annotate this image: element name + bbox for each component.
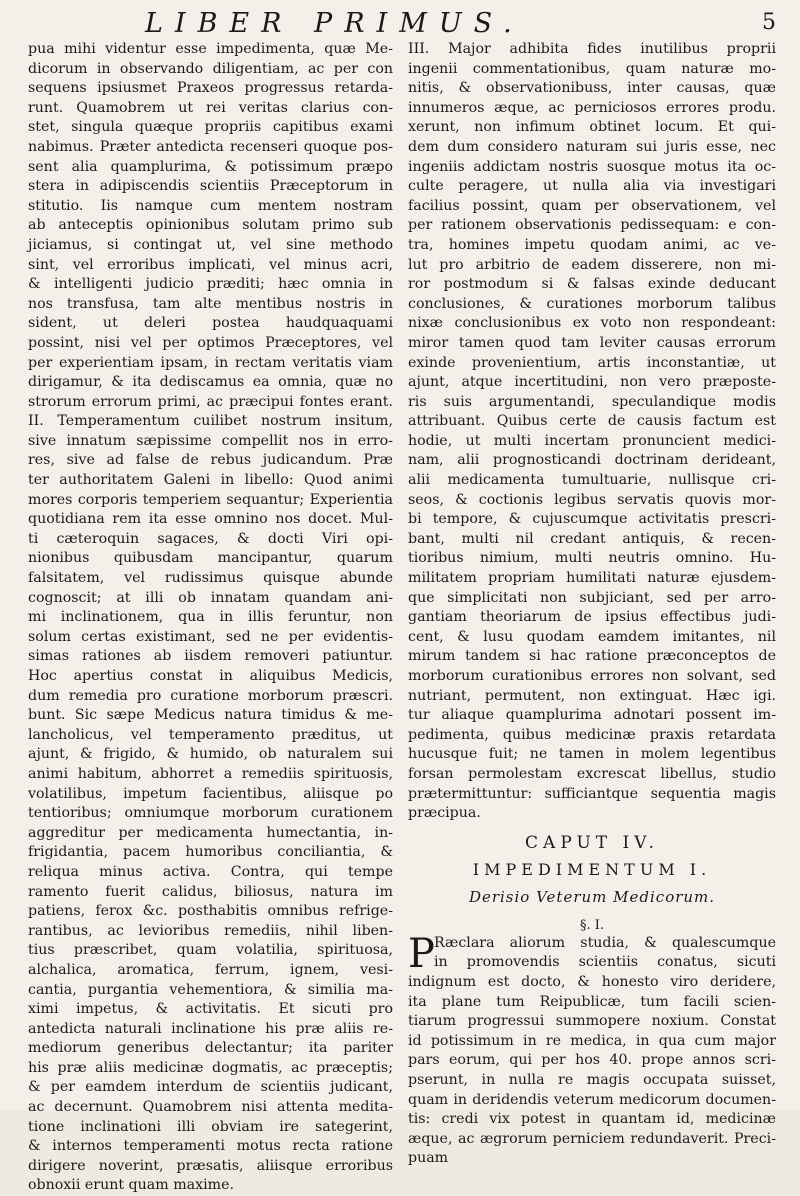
text-line: stitutio. Iis namque cum mentem nostram <box>28 197 393 214</box>
text-line: puam <box>408 1150 449 1167</box>
text-line: mi inclinationem, qua in illis feruntur, non <box>28 609 393 626</box>
text-line: seos, & coctionis legibus servatis quovis mor- <box>408 491 776 508</box>
text-line: quam in deridendis veterum medicorum documen- <box>408 1091 776 1108</box>
text-line: nixæ conclusionibus ex voto non respondeant: <box>408 315 776 332</box>
text-line: id potissimum in re medica, in qua cum major <box>408 1032 776 1049</box>
text-line: xerunt, non infimum obtinet locum. Et qui- <box>408 119 776 136</box>
drop-cap: P <box>408 930 435 977</box>
text-line: & per eamdem interdum de scientiis judicant, <box>28 1079 393 1096</box>
text-line: gantiam theoriarum de ipsius effectibus judi- <box>408 609 776 626</box>
text-line: frigidantia, pacem humoribus conciliantia, & <box>28 844 393 861</box>
text-line: nutriant, permutent, non extinguat. Hæc igi. <box>408 687 776 704</box>
text-line: falsitatem, vel rudissimus quisque abunde <box>28 570 393 587</box>
chapter-title: IMPEDIMENTUM I. <box>472 859 712 879</box>
text-line: res, sive ad false de rebus judicandum. Præ <box>28 452 393 469</box>
text-line: reliqua minus activa. Contra, qui tempe <box>28 863 393 880</box>
text-line: nabimus. Præter antedicta recenseri quoque pos- <box>28 138 393 155</box>
text-line: dum remedia pro curatione morborum præscri. <box>28 687 393 704</box>
text-line: sent alia quamplurima, & potissimum præpo <box>28 158 393 175</box>
text-line: ris suis argumentandi, speculandique modis <box>408 393 776 410</box>
text-line: miror tamen quod tam leviter causas errorum <box>408 334 776 351</box>
text-line: alchalica, aromatica, ferrum, ignem, vesi- <box>28 961 393 978</box>
text-line: tione inclinationi illi obviam ire sategerint, <box>28 1118 393 1135</box>
text-line: ramento fuerit calidus, biliosus, natura im <box>28 883 393 900</box>
text-line: stet, singula quæque propriis capitibus exami <box>28 119 393 136</box>
text-line: stera in adipiscendis scientiis Præceptorum in <box>28 178 393 195</box>
text-line: ajunt, & frigido, & humido, ob naturalem sui <box>28 746 393 763</box>
text-line: nam, alii prognosticandi doctrinam derideant, <box>408 452 776 469</box>
text-line: cantia, purgantia vehementiora, & similia ma- <box>28 981 393 998</box>
text-line: forsan permolestam excrescat libellus, studio <box>408 765 776 782</box>
text-line: Hoc apertius constat in aliquibus Medicis, <box>28 668 393 684</box>
page-number: 5 <box>762 10 776 35</box>
text-line: tioribus nimium, multi neutris omnino. Hu- <box>408 550 776 567</box>
text-line: patiens, ferox &c. posthabitis omnibus refrige- <box>28 903 393 920</box>
text-line: ita plane tum Reipublicæ, tum facili scien- <box>408 993 776 1010</box>
text-line: nionibus quibusdam mancipantur, quarum <box>28 550 393 567</box>
text-line: tiarum progressui summopere noxium. Constat <box>408 1013 776 1030</box>
text-line: tis: credi vix potest in quantam id, medicinæ <box>408 1111 776 1128</box>
text-line: sint, vel erroribus implicati, vel minus acri, <box>28 256 393 273</box>
text-line: bi tempore, & cujuscumque activitatis prescri- <box>408 511 776 528</box>
text-line: pars eorum, qui per hos 40. prope annos scri- <box>408 1052 776 1069</box>
text-line: ab anteceptis opinionibus solutam primo sub <box>28 217 393 234</box>
text-line: cognoscit; at illi ob innatam quandam ani- <box>28 589 393 606</box>
text-line: attribuant. Quibus certe de causis factum est <box>408 413 776 430</box>
text-line: cent, & lusu quodam eamdem imitantes, nil <box>408 628 776 645</box>
text-line: tra, homines impetu quodam animi, ac ve- <box>408 236 776 253</box>
right-column-text <box>408 40 776 824</box>
text-line: jiciamus, si contingat ut, vel sine methodo <box>28 236 393 253</box>
text-line: volatilibus, impetum facientibus, aliisque po <box>28 785 393 802</box>
right-column <box>408 40 776 1169</box>
running-title: LIBER PRIMUS. <box>145 8 524 39</box>
text-line: dem dum considero naturam sui juris esse, nec <box>408 138 776 155</box>
text-line: quotidiana rem ita esse omnino nos docet. Mul- <box>28 511 393 528</box>
text-line: strorum errorum primi, ac præcipui fontes erant. <box>28 393 393 410</box>
text-line: militatem propriam humilitati naturæ ejusdem- <box>408 570 776 587</box>
text-line-content: in promovendis scientiis conatus, sicuti <box>434 954 776 971</box>
text-line: obnoxii erunt quam maxime. <box>28 1177 235 1194</box>
text-line: æque, ac ægrorum perniciem redundaverit. Preci- <box>408 1130 776 1147</box>
text-line: hodie, ut multi incertam pronuncient medici- <box>408 432 776 449</box>
text-line: sequens ipsiusmet Praxeos progressus retarda- <box>28 80 393 97</box>
text-line: solum certas existimant, sed ne per evidentis- <box>28 628 393 645</box>
text-line: dirigamur, & ita dediscamus ea omnia, quæ no <box>28 374 393 391</box>
text-line: dicorum in observando diligentiam, ac per con <box>28 60 393 77</box>
text-line: ximi impetus, & activitatis. Et sicuti pro <box>28 1001 393 1018</box>
text-line: facilius possint, quam per observationem, vel <box>408 197 776 214</box>
text-line: simas rationes ab iisdem removeri patiuntur. <box>28 648 393 665</box>
text-line: culte peragere, ut nulla alia via investigari <box>408 178 776 195</box>
text-line: his præ aliis medicinæ dogmatis, ac præceptis; <box>28 1059 393 1076</box>
text-line: morborum curationibus errores non solvant, sed <box>408 668 776 684</box>
running-header <box>0 6 800 42</box>
text-line-content: Ræclara aliorum studia, & qualescumque <box>434 934 776 951</box>
text-line: rantibus, ac levioribus remediis, nihil liben- <box>28 922 393 939</box>
section-text <box>408 930 776 1169</box>
text-line: prætermittuntur: sufficiantque sequentia magis <box>408 785 776 802</box>
text-line: animi habitum, abhorret a remediis spirituosis, <box>28 765 393 782</box>
text-line: pedimenta, quibus medicinæ praxis retardata <box>408 726 776 743</box>
text-line: & internos temperamenti motus recta ratione <box>28 1138 393 1155</box>
text-line: sident, ut deleri postea haudquaquami <box>28 315 393 332</box>
text-line: conclusiones, & curationes morborum talibus <box>408 295 776 312</box>
text-line: ingenii commentationibus, quam naturæ mo- <box>408 60 776 77</box>
text-line: sive innatum sæpissime compellit nos in erro- <box>28 432 393 449</box>
text-line: per experientiam ipsam, in rectam veritatis viam <box>28 354 393 371</box>
text-line: que simplicitati non subjiciant, sed per arro- <box>408 589 776 606</box>
text-line: ingeniis addictam nostris suosque motus ita oc- <box>408 158 776 175</box>
text-line: bant, multi nil credant antiquis, & recen- <box>408 530 776 547</box>
text-line: aggreditur per medicamenta humectantia, in- <box>28 824 393 841</box>
text-line: nos transfusa, tam alte mentibus nostris in <box>28 295 393 312</box>
text-line: alii medicamenta tumultuarie, nullisque cri- <box>408 472 776 489</box>
text-line: III. Major adhibita fides inutilibus proprii <box>408 41 776 57</box>
section-mark: §. I. <box>579 917 605 933</box>
text-line: tur aliaque quamplurima adnotari possent im- <box>408 707 776 724</box>
text-line: dirigere noverint, præsatis, aliisque erroribus <box>28 1157 393 1174</box>
text-line: runt. Quamobrem ut rei veritas clarius con- <box>28 99 393 116</box>
text-line: pserunt, in nulla re magis occupata suisset, <box>408 1071 776 1088</box>
text-line: II. Temperamentum cuilibet nostrum insitum, <box>28 413 393 430</box>
text-line: exinde provenientium, artis inconstantiæ, ut <box>408 354 776 371</box>
text-line: tentioribus; omniumque morborum curationem <box>28 805 393 822</box>
text-line: lancholicus, vel temperamento præditus, ut <box>28 726 393 743</box>
text-line <box>408 953 776 973</box>
text-line: ter authoritatem Galeni in libello: Quod animi <box>28 472 393 489</box>
chapter-subtitle: Derisio Veterum Medicorum. <box>468 887 716 906</box>
text-line: mirum tandem si hac ratione præconceptos de <box>408 648 776 665</box>
left-column <box>28 40 393 1196</box>
text-line: nitis, & observationibuss, inter causas, quæ <box>408 80 776 97</box>
text-line: pua mihi videntur esse impedimenta, quæ Me- <box>28 41 393 57</box>
text-line: antedicta naturali inclinatione his præ aliis re- <box>28 1020 393 1037</box>
text-line: innumeros æque, ac perniciosos errores produ. <box>408 99 776 116</box>
text-line: & intelligenti judicio præditi; hæc omnia in <box>28 276 393 293</box>
text-line: lut pro arbitrio de eadem disserere, non mi- <box>408 256 776 273</box>
text-line: mores corporis temperiem sequantur; Experientia <box>28 491 393 508</box>
text-line: possint, nisi vel per optimos Præceptores, vel <box>28 334 393 351</box>
chapter-caput: CAPUT IV. <box>525 832 659 853</box>
text-line: ac decernunt. Quamobrem nisi attenta medita- <box>28 1099 393 1116</box>
text-line: præcipua. <box>408 805 481 822</box>
text-line: hucusque fuit; ne tamen in molem legentibus <box>408 746 776 763</box>
text-line: mediorum generibus delectantur; ita pariter <box>28 1040 393 1057</box>
text-line: ajunt, atque incertitudini, non vero præposte- <box>408 374 776 391</box>
text-line: ror postmodum si & falsas exinde deducant <box>408 276 776 293</box>
text-line: per rationem observationis pedissequam: e con- <box>408 217 776 234</box>
text-line: indignum est docto, & honesto viro deridere, <box>408 973 776 990</box>
text-line: tius præscribet, quam volatilia, spirituosa, <box>28 942 393 959</box>
text-line: bunt. Sic sæpe Medicus natura timidus & me- <box>28 707 393 724</box>
text-line: ti cæteroquin sagaces, & docti Viri opi- <box>28 530 393 547</box>
